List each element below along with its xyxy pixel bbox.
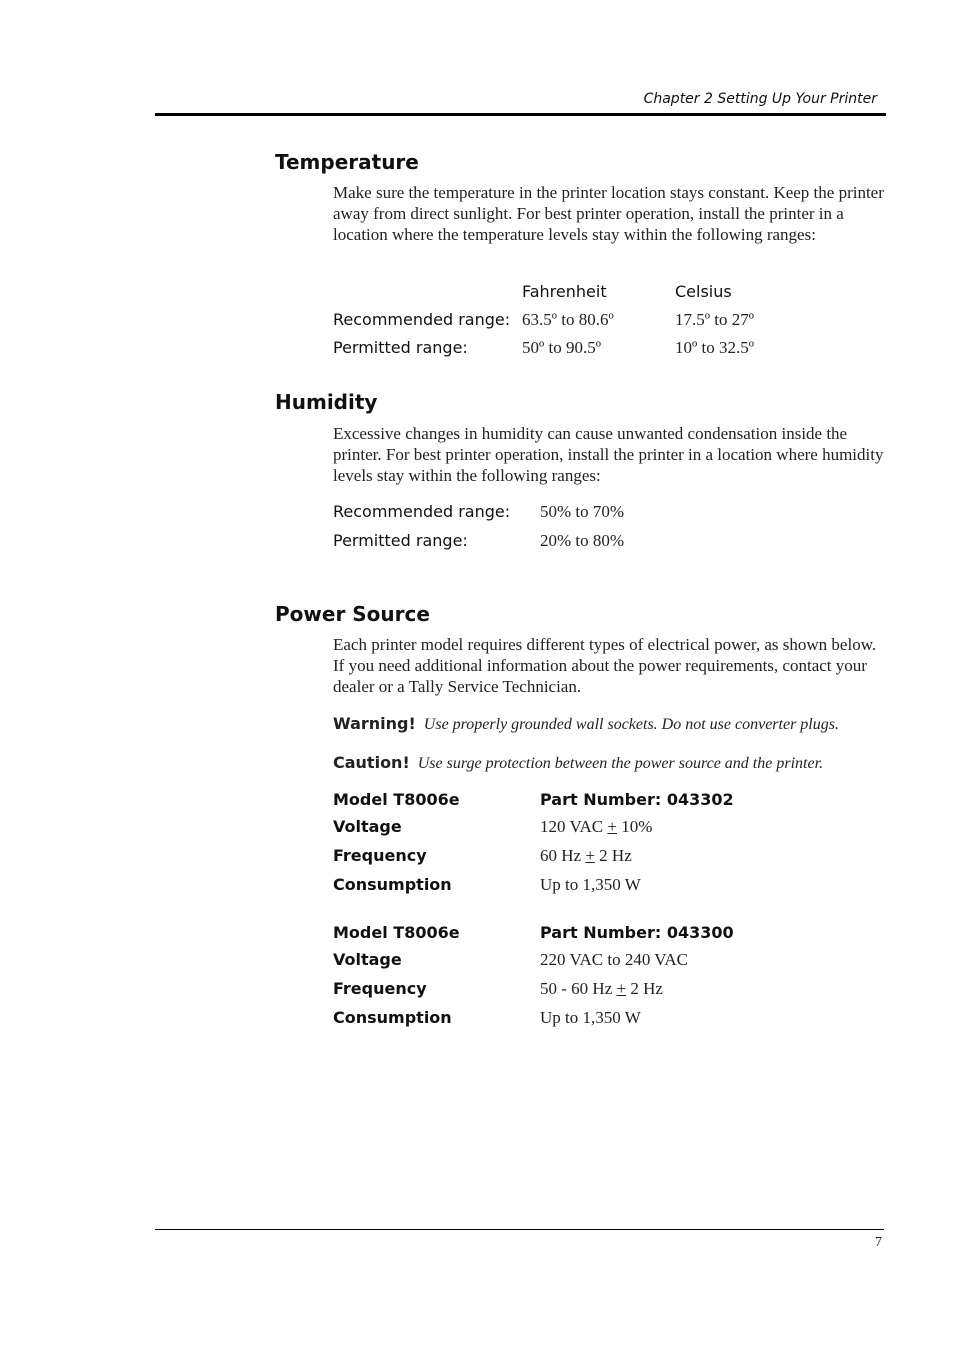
model-1-voltage-value: 120 VAC + 10%: [540, 817, 653, 836]
model-1-frequency-value: 60 Hz + 2 Hz: [540, 846, 632, 865]
running-header: Chapter 2 Setting Up Your Printer: [643, 91, 877, 107]
model-2-voltage-label: Voltage: [333, 950, 402, 969]
temp-permitted-label: Permitted range:: [333, 338, 468, 357]
temperature-paragraph: Make sure the temperature in the printer location stays constant. Keep the printer away from direct sunlight. For best printer operation, install the printer in a location where the temperature levels stay within the following ranges:: [333, 183, 884, 244]
humidity-permitted-value: 20% to 80%: [540, 531, 625, 550]
temp-permitted-celsius: 10º to 32.5º: [675, 338, 755, 357]
caution-text: Use surge protection between the power source and the printer.: [417, 755, 824, 772]
warning-text: Use properly grounded wall sockets. Do not use converter plugs.: [423, 716, 839, 733]
model-2-voltage-value: 220 VAC to 240 VAC: [540, 950, 689, 969]
model-2-frequency-label: Frequency: [333, 979, 427, 998]
model-2-consumption-value: Up to 1,350 W: [540, 1008, 641, 1027]
humidity-heading: Humidity: [275, 390, 378, 414]
model-1-part-number: Part Number: 043302: [540, 790, 734, 809]
model-1-frequency-label: Frequency: [333, 846, 427, 865]
model-2-consumption-label: Consumption: [333, 1008, 452, 1027]
model-1-voltage-label: Voltage: [333, 817, 402, 836]
humidity-permitted-label: Permitted range:: [333, 531, 468, 550]
power-source-heading: Power Source: [275, 602, 430, 626]
footer-rule: [155, 1229, 884, 1230]
model-1-name: Model T8006e: [333, 790, 460, 809]
caution-label: Caution!: [333, 753, 410, 772]
warning-label: Warning!: [333, 714, 416, 733]
fahrenheit-column-header: Fahrenheit: [522, 282, 607, 301]
header-rule: [155, 113, 886, 116]
humidity-recommended-label: Recommended range:: [333, 502, 511, 521]
model-1-consumption-label: Consumption: [333, 875, 452, 894]
humidity-paragraph: Excessive changes in humidity can cause unwanted condensation inside the printer. For best printer operation, install the printer in a location where humidity levels stay within the following ranges:: [333, 424, 884, 485]
celsius-column-header: Celsius: [675, 282, 732, 301]
model-2-part-number: Part Number: 043300: [540, 923, 734, 942]
temp-recommended-fahrenheit: 63.5º to 80.6º: [522, 310, 614, 329]
warning-note: [333, 714, 839, 734]
humidity-recommended-value: 50% to 70%: [540, 502, 625, 521]
temperature-heading: Temperature: [275, 150, 419, 174]
temp-recommended-celsius: 17.5º to 27º: [675, 310, 755, 329]
page-number: 7: [875, 1235, 882, 1250]
model-2-name: Model T8006e: [333, 923, 460, 942]
model-1-consumption-value: Up to 1,350 W: [540, 875, 641, 894]
model-2-frequency-value: 50 - 60 Hz + 2 Hz: [540, 979, 663, 998]
caution-note: [333, 753, 823, 773]
temp-permitted-fahrenheit: 50º to 90.5º: [522, 338, 602, 357]
temp-recommended-label: Recommended range:: [333, 310, 511, 329]
power-source-paragraph: Each printer model requires different types of electrical power, as shown below. If you need additional information about the power requirements, contact your dealer or a Tally Service Technician.: [333, 635, 877, 696]
